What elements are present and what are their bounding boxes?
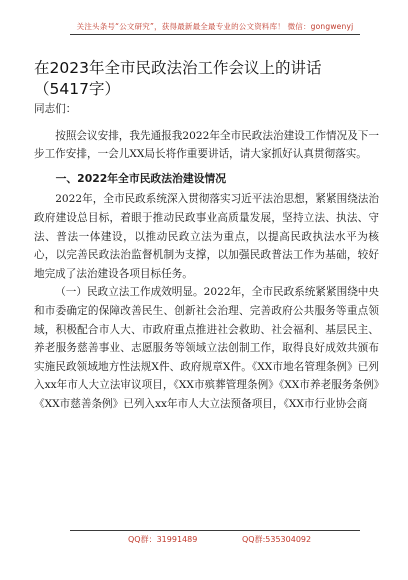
intro-paragraph: 按照会议安排，我先通报我2022年全市民政法治建设工作情况及下一步工作安排，一会儿XX局长将作重要讲话，请大家抓好认真贯彻落实。 <box>34 129 379 161</box>
header-banner-text: 关注头条号“公文研究”，获得最新最全最专业的公文资料库！ 微信：gongwenyj <box>76 22 354 31</box>
footer-bar <box>70 530 360 547</box>
footer-qq-group-2: QQ群:535304092 <box>242 535 312 544</box>
body-paragraph-1: 2022年，全市民政系统深入贯彻落实习近平法治思想，紧紧围绕法治政府建设总目标，着眼于推动民政事业高质量发展，坚持立法、执法、守法、普法一体建设，以推动民政立法为重点，以提高民政执法水平为核心，以完善民政法治监督机制为支撑，以加强民政普法工作为基础，较好地完成了法治建设各项目标任务。 <box>34 193 379 280</box>
header-banner-bar <box>70 22 360 35</box>
footer-qq-group-1: QQ群：31991489 <box>128 535 198 544</box>
document-title: 在2023年全市民政法治工作会议上的讲话（5417字） <box>34 59 322 98</box>
section-heading: 一、2022年全市民政法治建设情况 <box>55 171 227 185</box>
document-body <box>34 100 379 414</box>
salutation: 同志们： <box>34 103 77 115</box>
body-paragraph-2: （一）民政立法工作成效明显。2022年，全市民政系统紧紧围绕中央和市委确定的保障改善民生、创新社会治理、完善政府公共服务等重点领域，积极配合市人大、市政府重点推进社会救助、社会福利、基层民主、养老服务慈善事业、志愿服务等领域立法创制工作，取得良好成效共颁布实施民政领域地方性法规X件、政府规章X件。《XX市地名管理条例》已列入xx年市人大立法审议项目，《XX市殡葬管理条例》《XX市养老服务条例》《XX市慈善条例》已列入xx年市人大立法预备项目，《XX市行业协会商 <box>34 286 379 410</box>
